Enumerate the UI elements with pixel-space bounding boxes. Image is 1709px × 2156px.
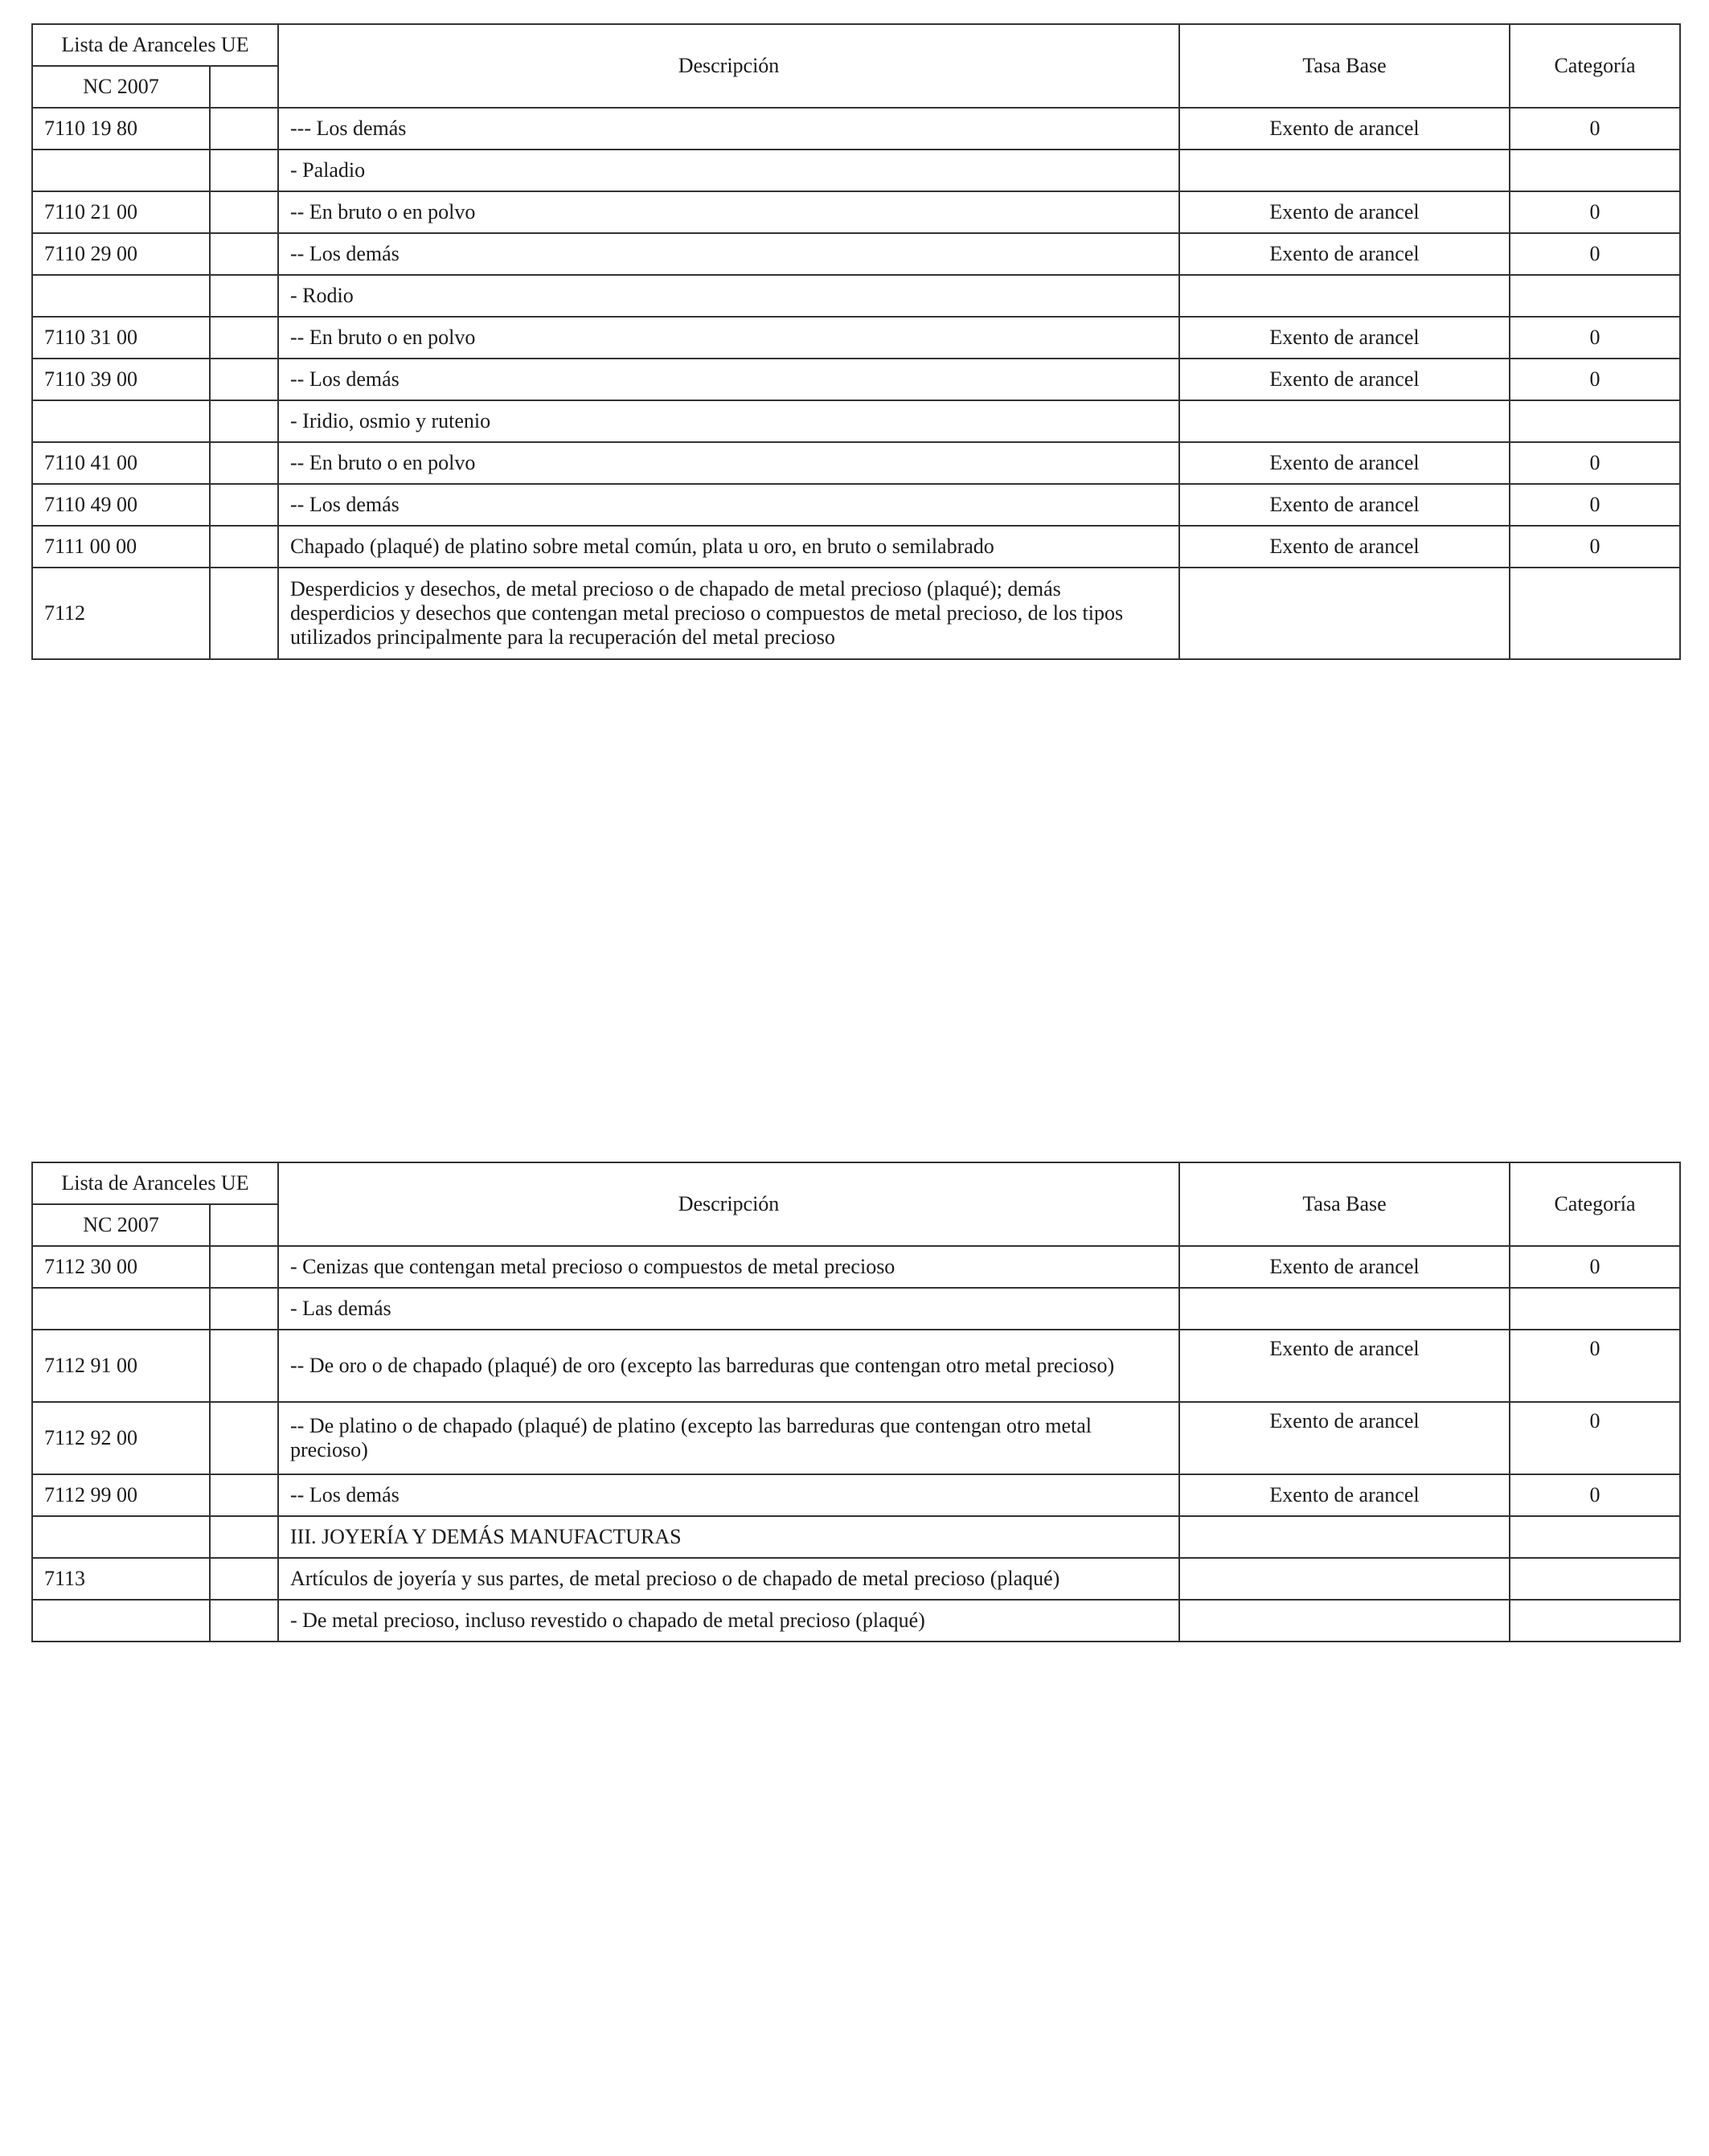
category-cell [1510,400,1680,442]
category-cell: 0 [1510,1246,1680,1288]
category-cell [1510,1516,1680,1558]
category-cell: 0 [1510,1474,1680,1516]
code-cell [32,400,210,442]
code-cell [32,150,210,191]
code-cell: 7110 19 80 [32,108,210,150]
category-cell: 0 [1510,191,1680,233]
blank-cell [210,1402,278,1474]
header-lista: Lista de Aranceles UE [32,1162,278,1204]
table-row [32,150,1680,191]
code-cell: 7111 00 00 [32,526,210,568]
table-row [32,191,1680,233]
tasa-cell [1179,1600,1510,1642]
table-row [32,317,1680,359]
tasa-cell: Exento de arancel [1179,233,1510,275]
category-cell: 0 [1510,233,1680,275]
code-cell: 7110 41 00 [32,442,210,484]
header-tasa-base: Tasa Base [1179,1162,1510,1246]
description-cell: -- Los demás [278,1474,1179,1516]
category-cell: 0 [1510,526,1680,568]
blank-cell [210,1516,278,1558]
description-cell: III. JOYERÍA Y DEMÁS MANUFACTURAS [278,1516,1179,1558]
code-cell [32,1516,210,1558]
code-cell [32,1600,210,1642]
description-cell: -- En bruto o en polvo [278,442,1179,484]
description-cell: --- Los demás [278,108,1179,150]
tasa-cell [1179,1288,1510,1330]
category-cell [1510,1288,1680,1330]
table-row [32,1246,1680,1288]
code-cell: 7110 31 00 [32,317,210,359]
tasa-cell: Exento de arancel [1179,191,1510,233]
header-blank [210,1204,278,1246]
description-cell: - Cenizas que contengan metal precioso o compuestos de metal precioso [278,1246,1179,1288]
table-row [32,400,1680,442]
description-cell: -- Los demás [278,233,1179,275]
blank-cell [210,442,278,484]
code-cell: 7112 92 00 [32,1402,210,1474]
code-cell: 7112 91 00 [32,1330,210,1402]
blank-cell [210,1330,278,1402]
blank-cell [210,317,278,359]
category-cell [1510,1558,1680,1600]
category-cell [1510,568,1680,659]
code-cell: 7112 [32,568,210,659]
table-row [32,1600,1680,1642]
table-row [32,1474,1680,1516]
category-cell: 0 [1510,484,1680,526]
tasa-cell [1179,275,1510,317]
table-row [32,1402,1680,1474]
blank-cell [210,1288,278,1330]
table-row [32,108,1680,150]
category-cell: 0 [1510,317,1680,359]
category-cell [1510,1600,1680,1642]
code-cell [32,1288,210,1330]
description-cell: - De metal precioso, incluso revestido o chapado de metal precioso (plaqué) [278,1600,1179,1642]
description-cell: - Rodio [278,275,1179,317]
description-cell: Chapado (plaqué) de platino sobre metal común, plata u oro, en bruto o semilabrado [278,526,1179,568]
table-row [32,442,1680,484]
tasa-cell [1179,1516,1510,1558]
category-cell: 0 [1510,108,1680,150]
table-row [32,1330,1680,1402]
code-cell: 7110 39 00 [32,359,210,400]
blank-cell [210,150,278,191]
description-cell: -- De oro o de chapado (plaqué) de oro (excepto las barreduras que contengan otro metal precioso) [278,1330,1179,1402]
blank-cell [210,484,278,526]
header-categoria: Categoría [1510,24,1680,108]
description-cell: Artículos de joyería y sus partes, de metal precioso o de chapado de metal precioso (plaqué) [278,1558,1179,1600]
table-row [32,1558,1680,1600]
tasa-cell: Exento de arancel [1179,1474,1510,1516]
tasa-cell: Exento de arancel [1179,526,1510,568]
code-cell: 7112 30 00 [32,1246,210,1288]
table-row [32,1516,1680,1558]
header-descripcion: Descripción [278,24,1179,108]
table-row [32,568,1680,659]
header-categoria: Categoría [1510,1162,1680,1246]
header-row [32,1162,1680,1204]
blank-cell [210,1474,278,1516]
blank-cell [210,1600,278,1642]
table-row [32,484,1680,526]
tasa-cell: Exento de arancel [1179,1330,1510,1402]
tasa-cell [1179,150,1510,191]
description-cell: Desperdicios y desechos, de metal precioso o de chapado de metal precioso (plaqué); demás desperdicios y desechos que contengan metal precioso o compuestos de metal precioso, de los tipos utilizados principalmente para la recuperación del metal precioso [278,568,1179,659]
tasa-cell: Exento de arancel [1179,442,1510,484]
tasa-cell: Exento de arancel [1179,317,1510,359]
blank-cell [210,108,278,150]
table-row [32,275,1680,317]
header-lista: Lista de Aranceles UE [32,24,278,66]
tasa-cell: Exento de arancel [1179,359,1510,400]
blank-cell [210,191,278,233]
blank-cell [210,1246,278,1288]
tasa-cell: Exento de arancel [1179,1402,1510,1474]
blank-cell [210,568,278,659]
code-cell: 7110 49 00 [32,484,210,526]
blank-cell [210,233,278,275]
category-cell [1510,150,1680,191]
code-cell: 7113 [32,1558,210,1600]
description-cell: -- En bruto o en polvo [278,317,1179,359]
code-cell: 7110 21 00 [32,191,210,233]
blank-cell [210,275,278,317]
category-cell: 0 [1510,442,1680,484]
blank-cell [210,526,278,568]
header-blank [210,66,278,108]
category-cell: 0 [1510,1402,1680,1474]
tariff-table-2 [31,1162,1681,1642]
tasa-cell [1179,1558,1510,1600]
tasa-cell: Exento de arancel [1179,484,1510,526]
table-row [32,526,1680,568]
tasa-cell [1179,400,1510,442]
blank-cell [210,359,278,400]
header-tasa-base: Tasa Base [1179,24,1510,108]
header-descripcion: Descripción [278,1162,1179,1246]
blank-cell [210,400,278,442]
description-cell: - Las demás [278,1288,1179,1330]
description-cell: -- Los demás [278,484,1179,526]
table-row [32,233,1680,275]
category-cell: 0 [1510,359,1680,400]
code-cell: 7110 29 00 [32,233,210,275]
category-cell: 0 [1510,1330,1680,1402]
description-cell: -- Los demás [278,359,1179,400]
category-cell [1510,275,1680,317]
tasa-cell: Exento de arancel [1179,1246,1510,1288]
table-row [32,359,1680,400]
description-cell: - Paladio [278,150,1179,191]
code-cell: 7112 99 00 [32,1474,210,1516]
tasa-cell: Exento de arancel [1179,108,1510,150]
table-row [32,1288,1680,1330]
tariff-table-1 [31,23,1681,660]
tasa-cell [1179,568,1510,659]
header-row [32,24,1680,66]
blank-cell [210,1558,278,1600]
header-nc: NC 2007 [32,66,210,108]
description-cell: - Iridio, osmio y rutenio [278,400,1179,442]
description-cell: -- En bruto o en polvo [278,191,1179,233]
description-cell: -- De platino o de chapado (plaqué) de platino (excepto las barreduras que contengan otro metal precioso) [278,1402,1179,1474]
code-cell [32,275,210,317]
header-nc: NC 2007 [32,1204,210,1246]
